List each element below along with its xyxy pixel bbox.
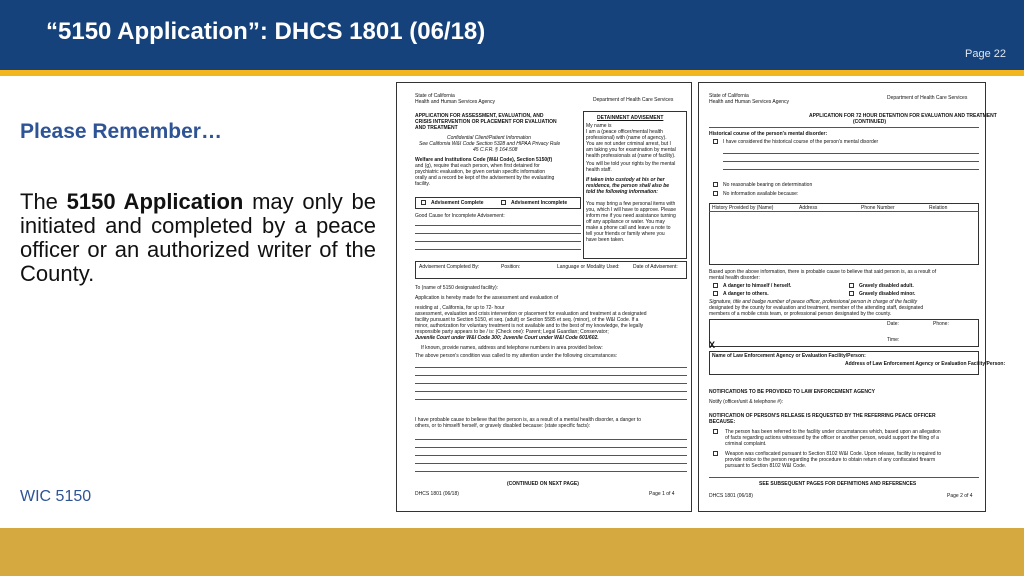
- form2-danger-others: A danger to others.: [723, 291, 769, 297]
- form1-det-15: off any appliance or water. You may: [586, 219, 665, 225]
- form1-residing-2: assessment, evaluation and crisis intervention or placement for evaluation and treatment at a designated: [415, 311, 647, 317]
- form2-grav-adult-checkbox[interactable]: [849, 283, 854, 288]
- form2-agency-line1: State of California: [709, 93, 749, 99]
- footer-bar: [0, 528, 1024, 576]
- form1-det-4: You are not under criminal arrest, but I: [586, 141, 671, 147]
- form1-det-11: told the following information:: [586, 189, 658, 195]
- form1-page-of: Page 1 of 4: [649, 491, 675, 497]
- form1-cfr: 45 C.F.R. § 164.508: [473, 147, 518, 153]
- form1-agency-line2: Health and Human Services Agency: [415, 99, 496, 105]
- form1-adv-incomplete-label: Advisement Incomplete: [511, 200, 568, 206]
- form1-good-cause-line: [415, 241, 581, 242]
- form2-see-subsequent: SEE SUBSEQUENT PAGES FOR DEFINITIONS AND REFERENCES: [759, 481, 917, 487]
- form2-grav-minor-checkbox[interactable]: [849, 291, 854, 296]
- form2-grav-minor: Gravely disabled minor.: [859, 291, 916, 297]
- form2-hist-line: [723, 161, 979, 162]
- form2-department: Department of Health Care Services: [887, 95, 968, 101]
- form1-adv-incomplete-checkbox[interactable]: [501, 200, 506, 205]
- form2-agency-line2: Health and Human Services Agency: [709, 99, 790, 105]
- form1-det-10: residence, the person shall also be: [586, 183, 670, 189]
- form1-good-cause: Good Cause for Incomplete Advisement:: [415, 213, 505, 219]
- form2-hist-line: [723, 153, 979, 154]
- body-prefix: The: [20, 189, 67, 214]
- body-text: [20, 190, 376, 286]
- form1-app-title-3: AND TREATMENT: [415, 125, 458, 131]
- form2-le-agency: Name of Law Enforcement Agency or Evaluation Facility/Person:: [712, 353, 866, 359]
- form1-residing-6: Juvenile Court under W&I Code 300; Juvenile Court under W&I Code 601/602.: [415, 335, 599, 341]
- form1-above-person: The above person's condition was called to my attention under the following circumstances:: [415, 353, 618, 359]
- form1-det-6: health professionals at (name of facility).: [586, 153, 676, 159]
- form1-facts-line: [415, 455, 687, 456]
- form1-circumstance-line: [415, 399, 687, 400]
- form1-col-completed-by: Advisement Completed By:: [419, 264, 480, 270]
- form1-department: Department of Health Care Services: [593, 97, 674, 103]
- form1-good-cause-line: [415, 249, 581, 250]
- form2-ref-2: of facts regarding actions witnessed by the officer or another person, would support the filing of a: [725, 435, 939, 441]
- header-accent-line: [0, 70, 1024, 76]
- form2-release-2: BECAUSE:: [709, 419, 736, 425]
- form1-wi-1: Welfare and Institutions Code (W&I Code), Section 5150(f): [415, 157, 553, 163]
- form1-probable-2: others, or to himself/ herself, or gravely disabled because: (state specific facts):: [415, 423, 591, 429]
- form1-facts-line: [415, 471, 687, 472]
- form2-notif-header: NOTIFICATIONS TO BE PROVIDED TO LAW ENFORCEMENT AGENCY: [709, 389, 875, 395]
- form1-circumstance-line: [415, 375, 687, 376]
- form2-hist-check-label: I have considered the historical course of the person's mental disorder: [723, 139, 879, 145]
- form1-wi-2: and (g), require that each person, when first detained for: [415, 163, 540, 169]
- form2-hist-checkbox[interactable]: [713, 139, 718, 144]
- form2-history-header-rule: [709, 211, 979, 212]
- form1-confidential: Confidential Client/Patient Information: [447, 135, 531, 141]
- form2-hist-line: [723, 169, 979, 170]
- form1-facts-line: [415, 463, 687, 464]
- form1-app-made: Application is hereby made for the assessment and evaluation of: [415, 295, 559, 301]
- form1-circumstance-line: [415, 367, 687, 368]
- form2-sig-3: members of a mobile crisis team, or professional person designated by the county.: [709, 311, 892, 317]
- form1-det-3: professional) with (name of agency).: [586, 135, 667, 141]
- form1-good-cause-line: [415, 225, 581, 226]
- form2-no-bearing: No reasonable bearing on determination: [723, 182, 813, 188]
- form2-sig-x: X: [709, 340, 716, 350]
- section-heading: Please Remember…: [20, 120, 222, 143]
- form1-wi-5: facility.: [415, 181, 430, 187]
- form2-continued: (CONTINUED): [853, 119, 887, 125]
- form2-weapon-2: provide notice to the person regarding the procedure to obtain return of any confiscated firearm: [725, 457, 936, 463]
- form1-det-1: My name is: [586, 123, 612, 129]
- form2-hist-col1: History Provided by (Name): [712, 205, 774, 211]
- form1-app-title-2: CRISIS INTERVENTION OR PLACEMENT FOR EVALUATION: [415, 119, 557, 125]
- form1-if-known: If known, provide names, address and telephone numbers in area provided below:: [421, 345, 603, 351]
- form1-det-14: inform me if you need assistance turning: [586, 213, 676, 219]
- form1-residing-5: responsible party appears to be / is: (Check one): Parent; Legal Guardian; Conservator;: [415, 329, 609, 335]
- form2-hist-col4: Relation: [929, 205, 948, 211]
- body-suffix: may only be initiated and completed by a peace officer or an authorized writer of the County.: [20, 189, 377, 286]
- form1-col-position: Position:: [501, 264, 521, 270]
- form2-hist-col3: Phone Number: [861, 205, 895, 211]
- slide-header: [0, 0, 1024, 70]
- form2-referred-checkbox[interactable]: [713, 429, 718, 434]
- form2-no-bearing-checkbox[interactable]: [713, 182, 718, 187]
- form1-continued: (CONTINUED ON NEXT PAGE): [507, 481, 579, 487]
- form1-form-id: DHCS 1801 (06/18): [415, 491, 459, 497]
- form1-det-8: health staff.: [586, 167, 612, 173]
- form1-probable-1: I have probable cause to believe that the person is, as a result of a mental health disorder, a danger to: [415, 417, 641, 423]
- form2-form-id: DHCS 1801 (06/18): [709, 493, 753, 499]
- form2-title: APPLICATION FOR 72 HOUR DETENTION FOR EVALUATION AND TREATMENT: [809, 113, 997, 119]
- form1-residing-4: minor, authorization for voluntary treatment is not available and to the best of my knowledge, the legally: [415, 323, 644, 329]
- form1-residing-3: facility pursuant to Section 5150, et seq. (adult) or Section 5585 et seq. (minor), of the W&I Code. If a: [415, 317, 639, 323]
- form1-det-13: you, which I will have to approve. Please: [586, 207, 677, 213]
- form1-residing-1: residing at , California, for up to 72- hour: [415, 305, 505, 311]
- form2-ref-3: criminal complaint.: [725, 441, 767, 447]
- form1-wi-3: psychiatric evaluation, be given certain specific information: [415, 169, 546, 175]
- form1-det-5: am taking you for examination by mental: [586, 147, 676, 153]
- form2-sig-2: designated by the county for evaluation and treatment, member of the attending staff, designated: [709, 305, 924, 311]
- form2-grav-adult: Gravely disabled adult.: [859, 283, 914, 289]
- form1-to-line: To (name of 5150 designated facility):: [415, 285, 499, 291]
- form2-bottom-rule: [709, 477, 979, 478]
- form1-adv-complete-checkbox[interactable]: [421, 200, 426, 205]
- form2-no-info-checkbox[interactable]: [713, 191, 718, 196]
- form1-good-cause-line: [415, 233, 581, 234]
- form2-title-rule: [709, 127, 979, 128]
- form1-det-17: tell your friends or family where you: [586, 231, 665, 237]
- form1-wi-4: orally and a record be kept of the advisement by the evaluating: [415, 175, 555, 181]
- form2-date-label: Date:: [887, 321, 899, 327]
- form1-col-language: Language or Modality Used:: [557, 264, 620, 270]
- form1-col-date: Date of Advisement:: [633, 264, 678, 270]
- form1-circumstance-line: [415, 383, 687, 384]
- form2-time-label: Time:: [887, 337, 900, 343]
- form1-det-2: I am a (peace officer/mental health: [586, 129, 663, 135]
- form1-see-code: See California W&I Code Section 5328 and HIPAA Privacy Rule: [419, 141, 561, 147]
- form-page-2-image: [698, 82, 1006, 512]
- form1-det-16: make a phone call and leave a note to: [586, 225, 671, 231]
- form2-le-address: Address of Law Enforcement Agency or Evaluation Facility/Person:: [845, 361, 1006, 367]
- form2-notify-line: Notify (officer/unit & telephone #):: [709, 399, 784, 405]
- form2-weapon-3: pursuant to Section 8102 W&I Code.: [725, 463, 807, 469]
- form2-weapon-1: Weapon was confiscated pursuant to Section 8102 W&I Code. Upon release, facility is required to: [725, 451, 942, 457]
- form1-facts-line: [415, 447, 687, 448]
- slide-title: “5150 Application”: DHCS 1801 (06/18): [46, 18, 486, 45]
- form2-sig-1: Signature, title and badge number of peace officer, professional person in charge of the facility: [709, 299, 918, 305]
- form2-danger-self-checkbox[interactable]: [713, 283, 718, 288]
- form1-facts-line: [415, 439, 687, 440]
- form2-danger-self: A danger to himself / herself.: [723, 283, 792, 289]
- form2-weapon-checkbox[interactable]: [713, 451, 718, 456]
- form1-agency-line1: State of California: [415, 93, 455, 99]
- form1-circumstance-line: [415, 391, 687, 392]
- form2-no-info: No information available because:: [723, 191, 799, 197]
- form1-app-title-1: APPLICATION FOR ASSESSMENT, EVALUATION, AND: [415, 113, 544, 119]
- form2-based-1: Based upon the above information, there is probable cause to believe that said person is, as a result of: [709, 269, 937, 275]
- form2-page-of: Page 2 of 4: [947, 493, 973, 499]
- form1-det-7: You will be told your rights by the mental: [586, 161, 676, 167]
- form1-adv-complete-label: Advisement Complete: [431, 200, 484, 206]
- form1-det-9: If taken into custody at his or her: [586, 177, 665, 183]
- form1-det-header: DETAINMENT ADVISEMENT: [597, 115, 664, 121]
- form2-phone-label: Phone:: [933, 321, 949, 327]
- form1-det-18: have been taken.: [586, 237, 625, 243]
- form2-release-1: NOTIFICATION OF PERSON'S RELEASE IS REQUESTED BY THE REFERRING PEACE OFFICER: [709, 413, 936, 419]
- form2-based-2: mental health disorder:: [709, 275, 760, 281]
- form2-ref-1: The person has been referred to the facility under circumstances which, based upon an allegation: [725, 429, 941, 435]
- footer-label: WIC 5150: [20, 488, 92, 505]
- form-page-1-image: [396, 82, 692, 512]
- form1-det-12: You may bring a few personal items with: [586, 201, 676, 207]
- form2-history-table: [709, 203, 979, 265]
- page-number: Page 22: [965, 48, 1006, 60]
- body-bold-term: 5150 Application: [66, 189, 244, 214]
- form2-hist-label: Historical course of the person's mental disorder:: [709, 131, 828, 137]
- form2-hist-col2: Address: [799, 205, 818, 211]
- form2-danger-others-checkbox[interactable]: [713, 291, 718, 296]
